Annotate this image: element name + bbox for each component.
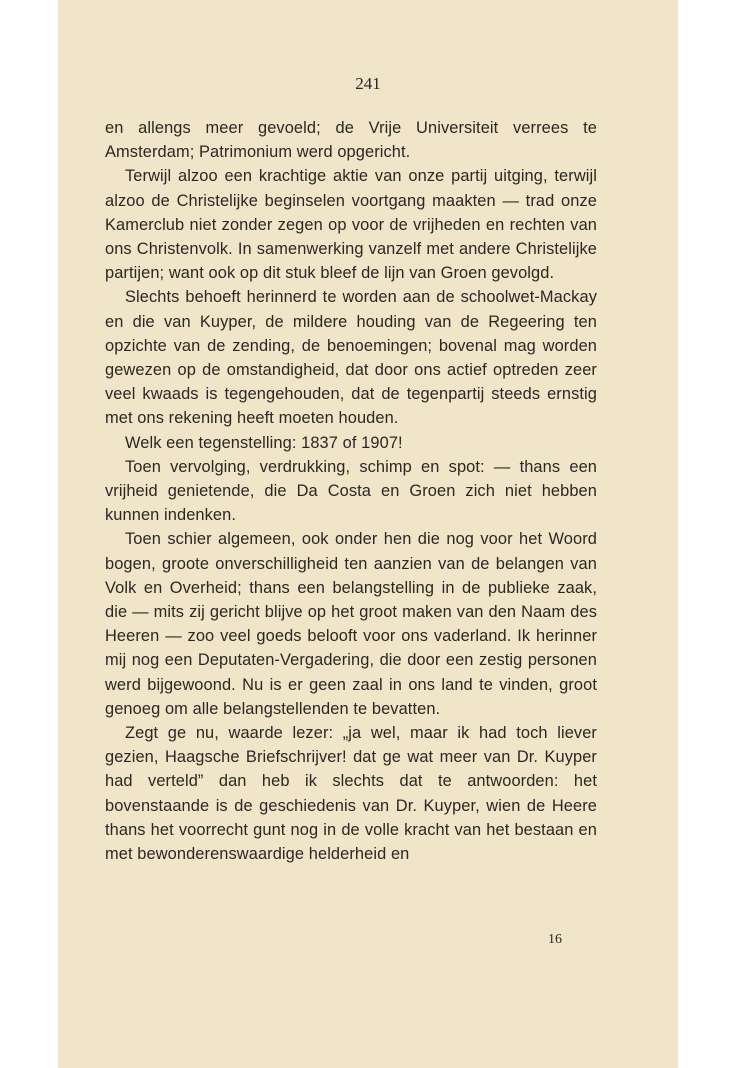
paragraph: Terwijl alzoo een krachtige aktie van onze partij uitging, terwijl alzoo de Christelijke beginselen voortgang maakten — trad onze Kamerclub niet zonder zegen op voor de vrijheden en rechten van ons Christenvolk. In samenwerking vanzelf met andere Christelijke partijen; want ook op dit stuk bleef de lijn van Groen gevolgd. [105, 167, 597, 283]
page-number: 241 [355, 74, 381, 93]
body-text [105, 116, 597, 866]
book-page [58, 0, 678, 1068]
paragraph: Zegt ge nu, waarde lezer: „ja wel, maar ik had toch liever gezien, Haagsche Briefschrijver! dat ge wat meer van Dr. Kuyper had verteld” dan heb ik slechts dat te antwoorden: het bovenstaande is de geschiedenis van Dr. Kuyper, wien de Heere thans het voorrecht gunt nog in de volle kracht van het bestaan en met bewonderenswaardige helderheid en [105, 724, 597, 864]
paragraph: Toen schier algemeen, ook onder hen die nog voor het Woord bogen, groote onverschilligheid ten aanzien van de belangen van Volk en Overheid; thans een belangstelling in de publieke zaak, die — mits zij gericht blijve op het groot maken van den Naam des Heeren — zoo veel goeds belooft voor ons vaderland. Ik herinner mij nog een Deputaten-Vergadering, die door een zestig personen werd bijgewoond. Nu is er geen zaal in ons land te vinden, groot genoeg om alle belangstellenden te bevatten. [105, 530, 597, 718]
paragraph: Toen vervolging, verdrukking, schimp en spot: — thans een vrijheid genietende, die Da Costa en Groen zich niet hebben kunnen indenken. [105, 457, 597, 525]
paragraph: Slechts behoeft herinnerd te worden aan de schoolwet-Mackay en die van Kuyper, de mildere houding van de Regeering ten opzichte van de zending, de benoemingen; bovenal mag worden gewezen op de omstandigheid, dat door ons actief optreden zeer veel kwaads is tegengehouden, dat de tegenpartij steeds ernstig met ons rekening heeft moeten houden. [105, 288, 597, 428]
signature-mark: 16 [548, 932, 562, 947]
paragraph: en allengs meer gevoeld; de Vrije Universiteit verrees te Amsterdam; Patrimonium werd opgericht. [105, 119, 597, 162]
paragraph: Welk een tegenstelling: 1837 of 1907! [125, 433, 403, 452]
